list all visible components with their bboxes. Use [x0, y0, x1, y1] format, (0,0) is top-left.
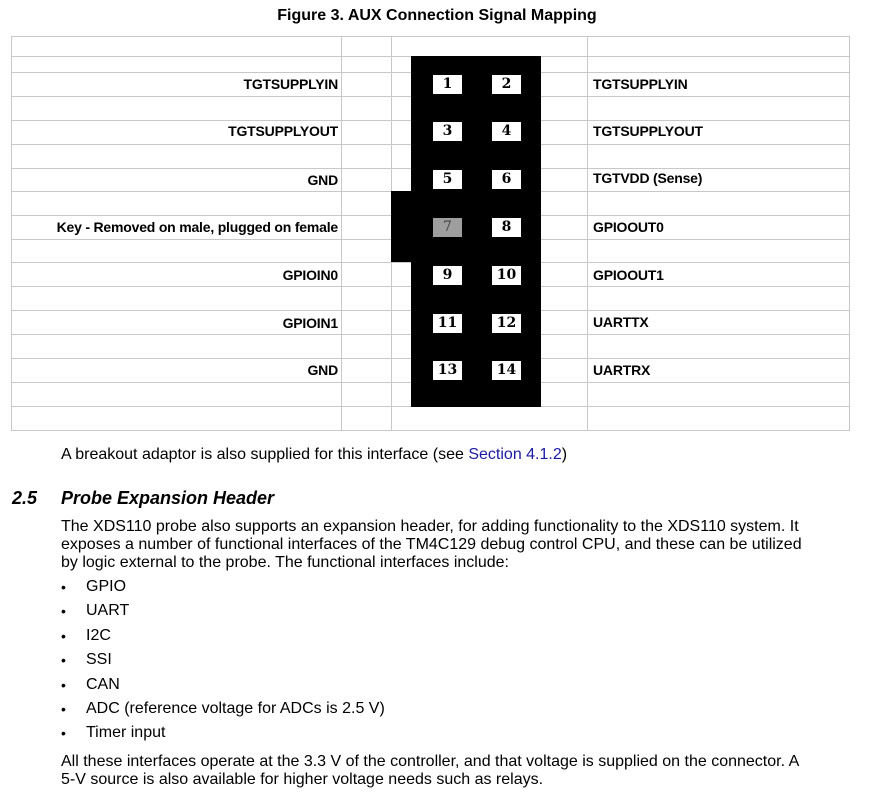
- pin-5: 5: [433, 170, 462, 189]
- intro-line-3: by logic external to the probe. The functional interfaces include:: [61, 554, 509, 571]
- signal-label-pin-2: TGTSUPPLYIN: [593, 76, 688, 92]
- signal-label-pin-1: TGTSUPPLYIN: [243, 76, 338, 92]
- signal-label-pin-3: TGTSUPPLYOUT: [228, 123, 338, 139]
- intro-line-2: exposes a number of functional interfaces of the TM4C129 debug control CPU, and these can be utilized: [61, 536, 802, 553]
- signal-label-pin-7: Key - Removed on male, plugged on female: [56, 219, 338, 235]
- closing-line-2: 5-V source is also available for higher voltage needs such as relays.: [61, 771, 544, 788]
- bullet: •: [61, 676, 66, 693]
- pin-2: 2: [492, 75, 521, 94]
- breakout-text: A breakout adaptor is also supplied for this interface (see: [61, 446, 469, 463]
- list-item-text: UART: [86, 602, 130, 620]
- signal-label-pin-5: GND: [307, 172, 338, 188]
- grid-line: [341, 36, 342, 431]
- grid-line: [587, 36, 588, 431]
- section-number: 2.5: [12, 488, 38, 508]
- section-heading: Probe Expansion Header: [61, 488, 275, 508]
- pin-1: 1: [433, 75, 462, 94]
- list-item-text: Timer input: [86, 724, 166, 742]
- list-item-text: GPIO: [86, 578, 127, 595]
- functional-interfaces-list: [61, 578, 385, 749]
- intro-line-1: The XDS110 probe also supports an expansion header, for adding functionality to the XDS110 system. It: [61, 518, 799, 535]
- pin-6: 6: [492, 170, 521, 189]
- breakout-note: [61, 446, 851, 464]
- pin-14: 14: [492, 361, 521, 380]
- list-item: [61, 676, 385, 700]
- signal-label-pin-6: TGTVDD (Sense): [593, 170, 703, 186]
- connector-key-notch: [391, 191, 413, 262]
- signal-label-pin-9: GPIOIN0: [282, 267, 338, 283]
- list-item: [61, 602, 385, 626]
- list-item-text: I2C: [86, 626, 111, 644]
- pin-3: 3: [433, 122, 462, 141]
- list-item: [61, 724, 385, 748]
- bullet: •: [61, 700, 66, 717]
- bullet: •: [61, 652, 66, 669]
- bullet: •: [61, 603, 66, 620]
- signal-label-pin-4: TGTSUPPLYOUT: [593, 123, 703, 139]
- signal-label-pin-13: GND: [307, 362, 338, 378]
- bullet: •: [61, 579, 66, 595]
- pin-8: 8: [492, 218, 521, 237]
- list-item-text: SSI: [86, 651, 112, 669]
- closing-line-1: All these interfaces operate at the 3.3 V of the controller, and that voltage is supplied on the connector. A: [61, 753, 800, 770]
- pin-9: 9: [433, 266, 462, 285]
- signal-label-pin-12: UARTTX: [593, 314, 649, 330]
- figure-title: Figure 3. AUX Connection Signal Mapping: [277, 7, 597, 24]
- connector-body: [411, 56, 541, 407]
- breakout-close: ): [561, 446, 568, 463]
- bullet: •: [61, 725, 66, 742]
- pin-13: 13: [433, 361, 462, 380]
- signal-label-pin-14: UARTRX: [593, 362, 651, 378]
- signal-label-pin-8: GPIOOUT0: [593, 219, 664, 235]
- pin-7-keyed: 7: [433, 218, 462, 237]
- list-item-text: CAN: [86, 675, 120, 693]
- list-item: [61, 651, 385, 675]
- pin-10: 10: [492, 266, 521, 285]
- signal-label-pin-11: GPIOIN1: [282, 315, 338, 331]
- pin-4: 4: [492, 122, 521, 141]
- pin-11: 11: [433, 314, 462, 333]
- list-item-text: ADC (reference voltage for ADCs is 2.5 V): [86, 699, 385, 717]
- list-item: [61, 578, 385, 602]
- bullet: •: [61, 627, 66, 644]
- section-4-1-2-link[interactable]: Section 4.1.2: [468, 446, 562, 463]
- list-item: [61, 627, 385, 651]
- aux-connector-diagram: [11, 36, 850, 431]
- list-item: [61, 700, 385, 724]
- signal-label-pin-10: GPIOOUT1: [593, 267, 664, 283]
- pin-12: 12: [492, 314, 521, 333]
